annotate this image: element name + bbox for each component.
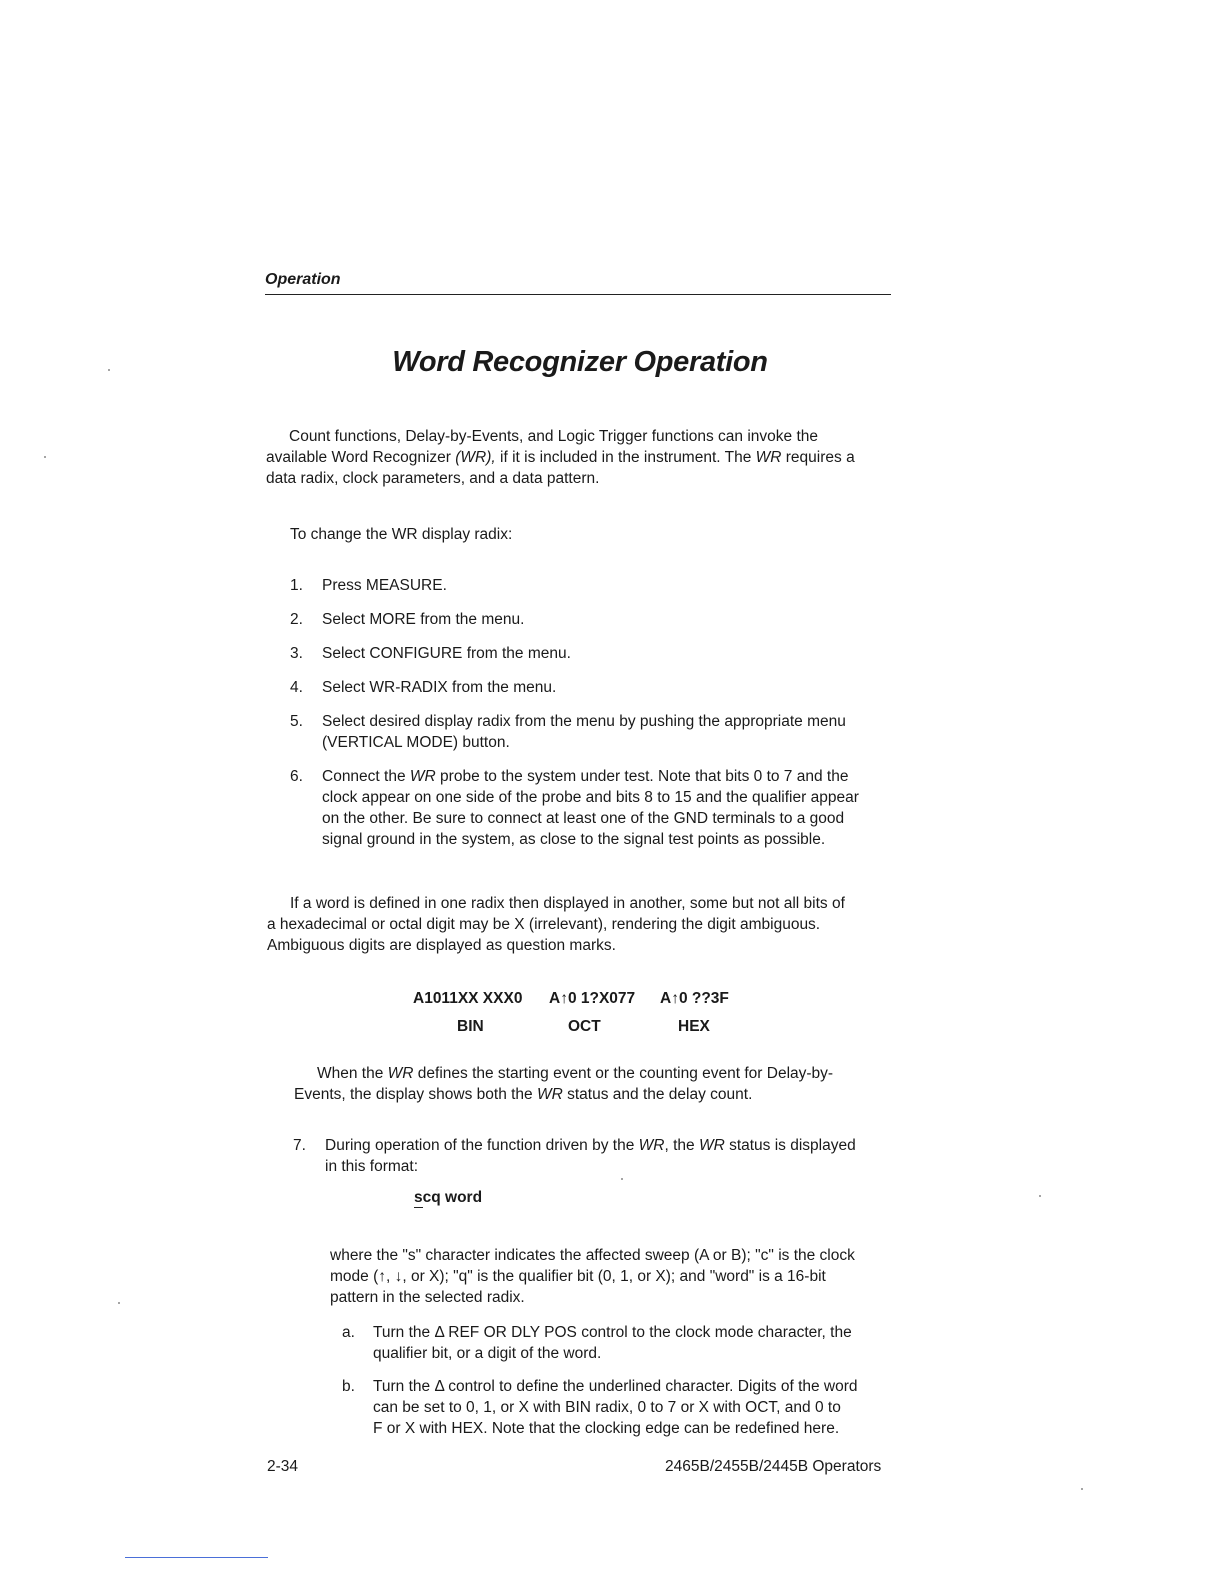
example-bin-label: BIN xyxy=(457,1018,484,1035)
substep-text: Turn the Δ REF OR DLY POS control to the clock mode character, the qualifier bit, or a digit of the word. xyxy=(373,1324,852,1362)
substep-text: Turn the Δ control to define the underlined character. Digits of the word can be set to 0, 1, or X with BIN radix, 0 to 7 or X with OCT, and 0 to F or X with HEX. Note that the clocking edge can be redefined here. xyxy=(373,1378,858,1437)
scan-speck xyxy=(44,456,46,458)
intro-line-1: Count functions, Delay-by-Events, and Logic Trigger functions can invoke the xyxy=(289,428,819,445)
intro-line-3: data radix, clock parameters, and a data pattern. xyxy=(266,470,600,487)
scan-speck xyxy=(108,369,110,371)
step-text: Select MORE from the menu. xyxy=(322,611,525,628)
intro-paragraph xyxy=(266,426,896,489)
step-number: 4. xyxy=(290,679,303,696)
page-title: Word Recognizer Operation xyxy=(392,346,768,378)
step-text: During operation of the function driven by the WR, the WR status is displayed in this format: xyxy=(325,1137,856,1175)
step-number: 3. xyxy=(290,645,303,662)
step-text: Select WR-RADIX from the menu. xyxy=(322,679,557,696)
scan-speck xyxy=(621,1178,623,1180)
step-text: Select desired display radix from the menu by pushing the appropriate menu (VERTICAL MODE) button. xyxy=(322,713,846,751)
scan-speck xyxy=(118,1302,120,1304)
example-bin-value: A1011XX XXX0 xyxy=(413,990,523,1007)
scan-artifact-line xyxy=(125,1557,268,1558)
step-number: 2. xyxy=(290,611,303,628)
step-number: 6. xyxy=(290,768,303,785)
step-number: 1. xyxy=(290,577,303,594)
example-hex-value: A↑0 ??3F xyxy=(660,990,729,1007)
section-header: Operation xyxy=(265,271,341,288)
step-number: 7. xyxy=(293,1137,306,1154)
underlined-character: s xyxy=(414,1189,423,1206)
scan-speck xyxy=(1039,1195,1041,1197)
manual-title: 2465B/2455B/2445B Operators xyxy=(665,1458,882,1475)
step-text: Press MEASURE. xyxy=(322,577,447,594)
page-number: 2-34 xyxy=(267,1458,299,1475)
example-oct-value: A↑0 1?X077 xyxy=(549,990,636,1007)
step-number: 5. xyxy=(290,713,303,730)
delay-note: When the WR defines the starting event or the counting event for Delay-by- Events, the display shows both the WR status and the delay count. xyxy=(294,1065,834,1103)
substep-letter: b. xyxy=(342,1378,355,1395)
intro-line-2: available Word Recognizer (WR), if it is included in the instrument. The WR requires a xyxy=(266,449,855,466)
wr-status-format: scq word xyxy=(414,1189,483,1206)
format-explanation: where the "s" character indicates the affected sweep (A or B); "c" is the clock mode (↑, ↓, or X); "q" is the qualifier bit (0, 1, or X); and "word" is a 16-bit pattern in the selected radix. xyxy=(330,1247,855,1306)
example-hex-label: HEX xyxy=(678,1018,710,1035)
example-oct-label: OCT xyxy=(568,1018,601,1035)
header-rule xyxy=(265,294,891,295)
scan-speck xyxy=(1081,1488,1083,1490)
change-radix-intro: To change the WR display radix: xyxy=(290,526,513,543)
substep-letter: a. xyxy=(342,1324,355,1341)
step-text: Connect the WR probe to the system under test. Note that bits 0 to 7 and the clock appear on one side of the probe and bits 8 to 15 and the qualifier appear on the other. Be sure to connect at least one of the GND terminals to a good signal ground in the system, as close to the signal test points as possible. xyxy=(322,768,859,848)
step-text: Select CONFIGURE from the menu. xyxy=(322,645,571,662)
ambiguity-paragraph: If a word is defined in one radix then displayed in another, some but not all bits of a hexadecimal or octal digit may be X (irrelevant), rendering the digit ambiguous. Ambiguous digits are displayed as question marks. xyxy=(267,895,845,954)
